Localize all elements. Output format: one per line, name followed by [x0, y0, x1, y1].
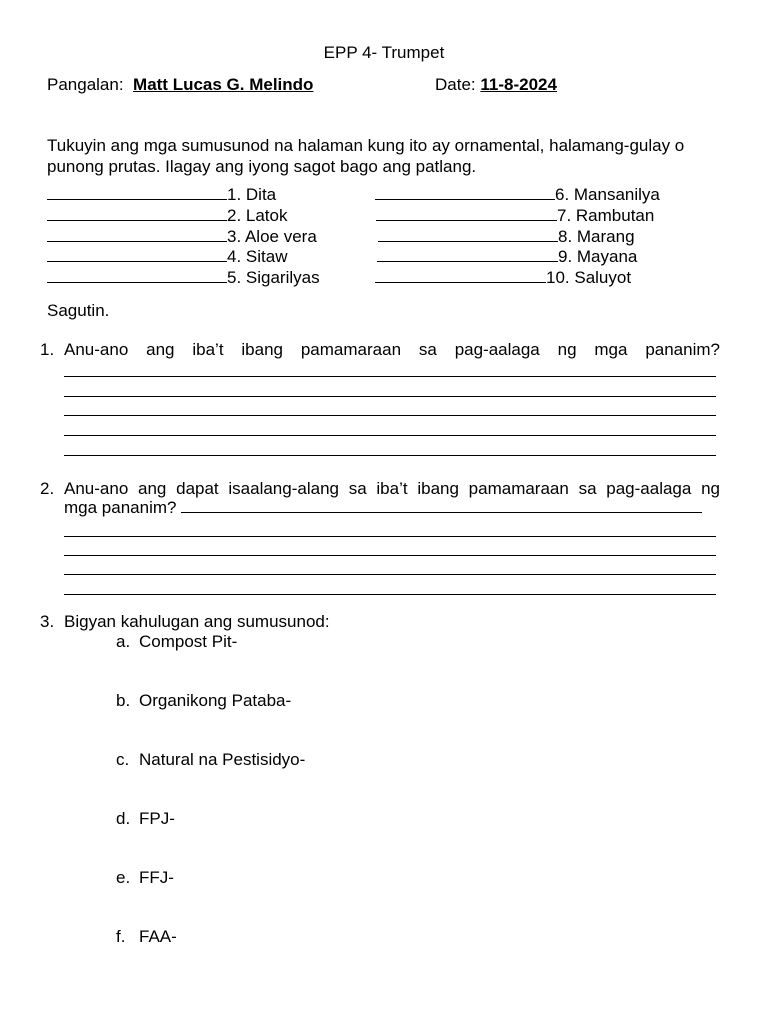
date-value: 11-8-2024: [480, 75, 557, 94]
answer-blank: [47, 268, 227, 283]
definition-letter: b.: [116, 691, 131, 710]
name-label: Pangalan:: [47, 75, 124, 94]
plant-item: 9. Mayana: [377, 247, 637, 267]
answer-blank: [47, 227, 227, 242]
plant-item: 7. Rambutan: [376, 206, 654, 226]
plant-item: 8. Marang: [378, 227, 635, 247]
answer-line: [64, 415, 716, 416]
date-label: Date:: [435, 75, 476, 94]
student-name: Matt Lucas G. Melindo: [133, 75, 314, 94]
plant-item: 5. Sigarilyas: [47, 268, 320, 288]
answer-line: [64, 435, 716, 436]
definition-term: FAA-: [139, 927, 177, 946]
answer-blank: [47, 206, 227, 221]
instructions: Tukuyin ang mga sumusunod na halaman kung ito ay ornamental, halamang-gulay o punong prutas. Ilagay ang iyong sagot bago ang patlang.: [47, 136, 685, 176]
page-title: EPP 4- Trumpet: [323, 43, 445, 62]
definition-letter: d.: [116, 809, 131, 828]
question-number: 2.: [40, 479, 55, 498]
plant-item: 10. Saluyot: [375, 268, 631, 288]
answer-blank: [376, 206, 557, 221]
plant-item: 2. Latok: [47, 206, 288, 226]
question-number: 3.: [40, 612, 55, 631]
answer-line: [64, 574, 716, 575]
definition-term: Natural na Pestisidyo-: [139, 750, 306, 769]
definition-term: Compost Pit-: [139, 632, 238, 651]
answer-blank: [181, 498, 702, 513]
plant-item: 3. Aloe vera: [47, 227, 317, 247]
question-text-continued: mga pananim?: [64, 498, 702, 518]
answer-blank: [375, 268, 546, 283]
definition-term: Organikong Pataba-: [139, 691, 292, 710]
answer-blank: [378, 227, 558, 242]
plant-item: 4. Sitaw: [47, 247, 287, 267]
answer-blank: [47, 247, 227, 262]
answer-blank: [377, 247, 558, 262]
definition-letter: c.: [116, 750, 130, 769]
question-text: Anu-ano ang iba’t ibang pamamaraan sa pag-aalaga ng mga pananim?: [64, 340, 720, 359]
answer-line: [64, 455, 716, 456]
answer-line: [64, 376, 716, 377]
date-row: [435, 75, 557, 95]
answer-line: [64, 536, 716, 537]
plant-item: 1. Dita: [47, 185, 276, 205]
definition-term: FPJ-: [139, 809, 175, 828]
answer-line: [64, 594, 716, 595]
definition-letter: f.: [116, 927, 126, 946]
answer-line: [64, 396, 716, 397]
definition-term: FFJ-: [139, 868, 174, 887]
answer-blank: [47, 185, 227, 200]
name-row: [47, 75, 313, 95]
plant-item: 6. Mansanilya: [375, 185, 660, 205]
definition-letter: e.: [116, 868, 131, 887]
question-number: 1.: [40, 340, 55, 359]
question-text: Bigyan kahulugan ang sumusunod:: [64, 612, 330, 631]
definition-letter: a.: [116, 632, 131, 651]
answer-line: [64, 555, 716, 556]
question-text: Anu-ano ang dapat isaalang-alang sa iba’t ibang pamamaraan sa pag-aalaga ng: [64, 479, 720, 498]
answer-blank: [375, 185, 555, 200]
section-label: Sagutin.: [47, 301, 110, 320]
